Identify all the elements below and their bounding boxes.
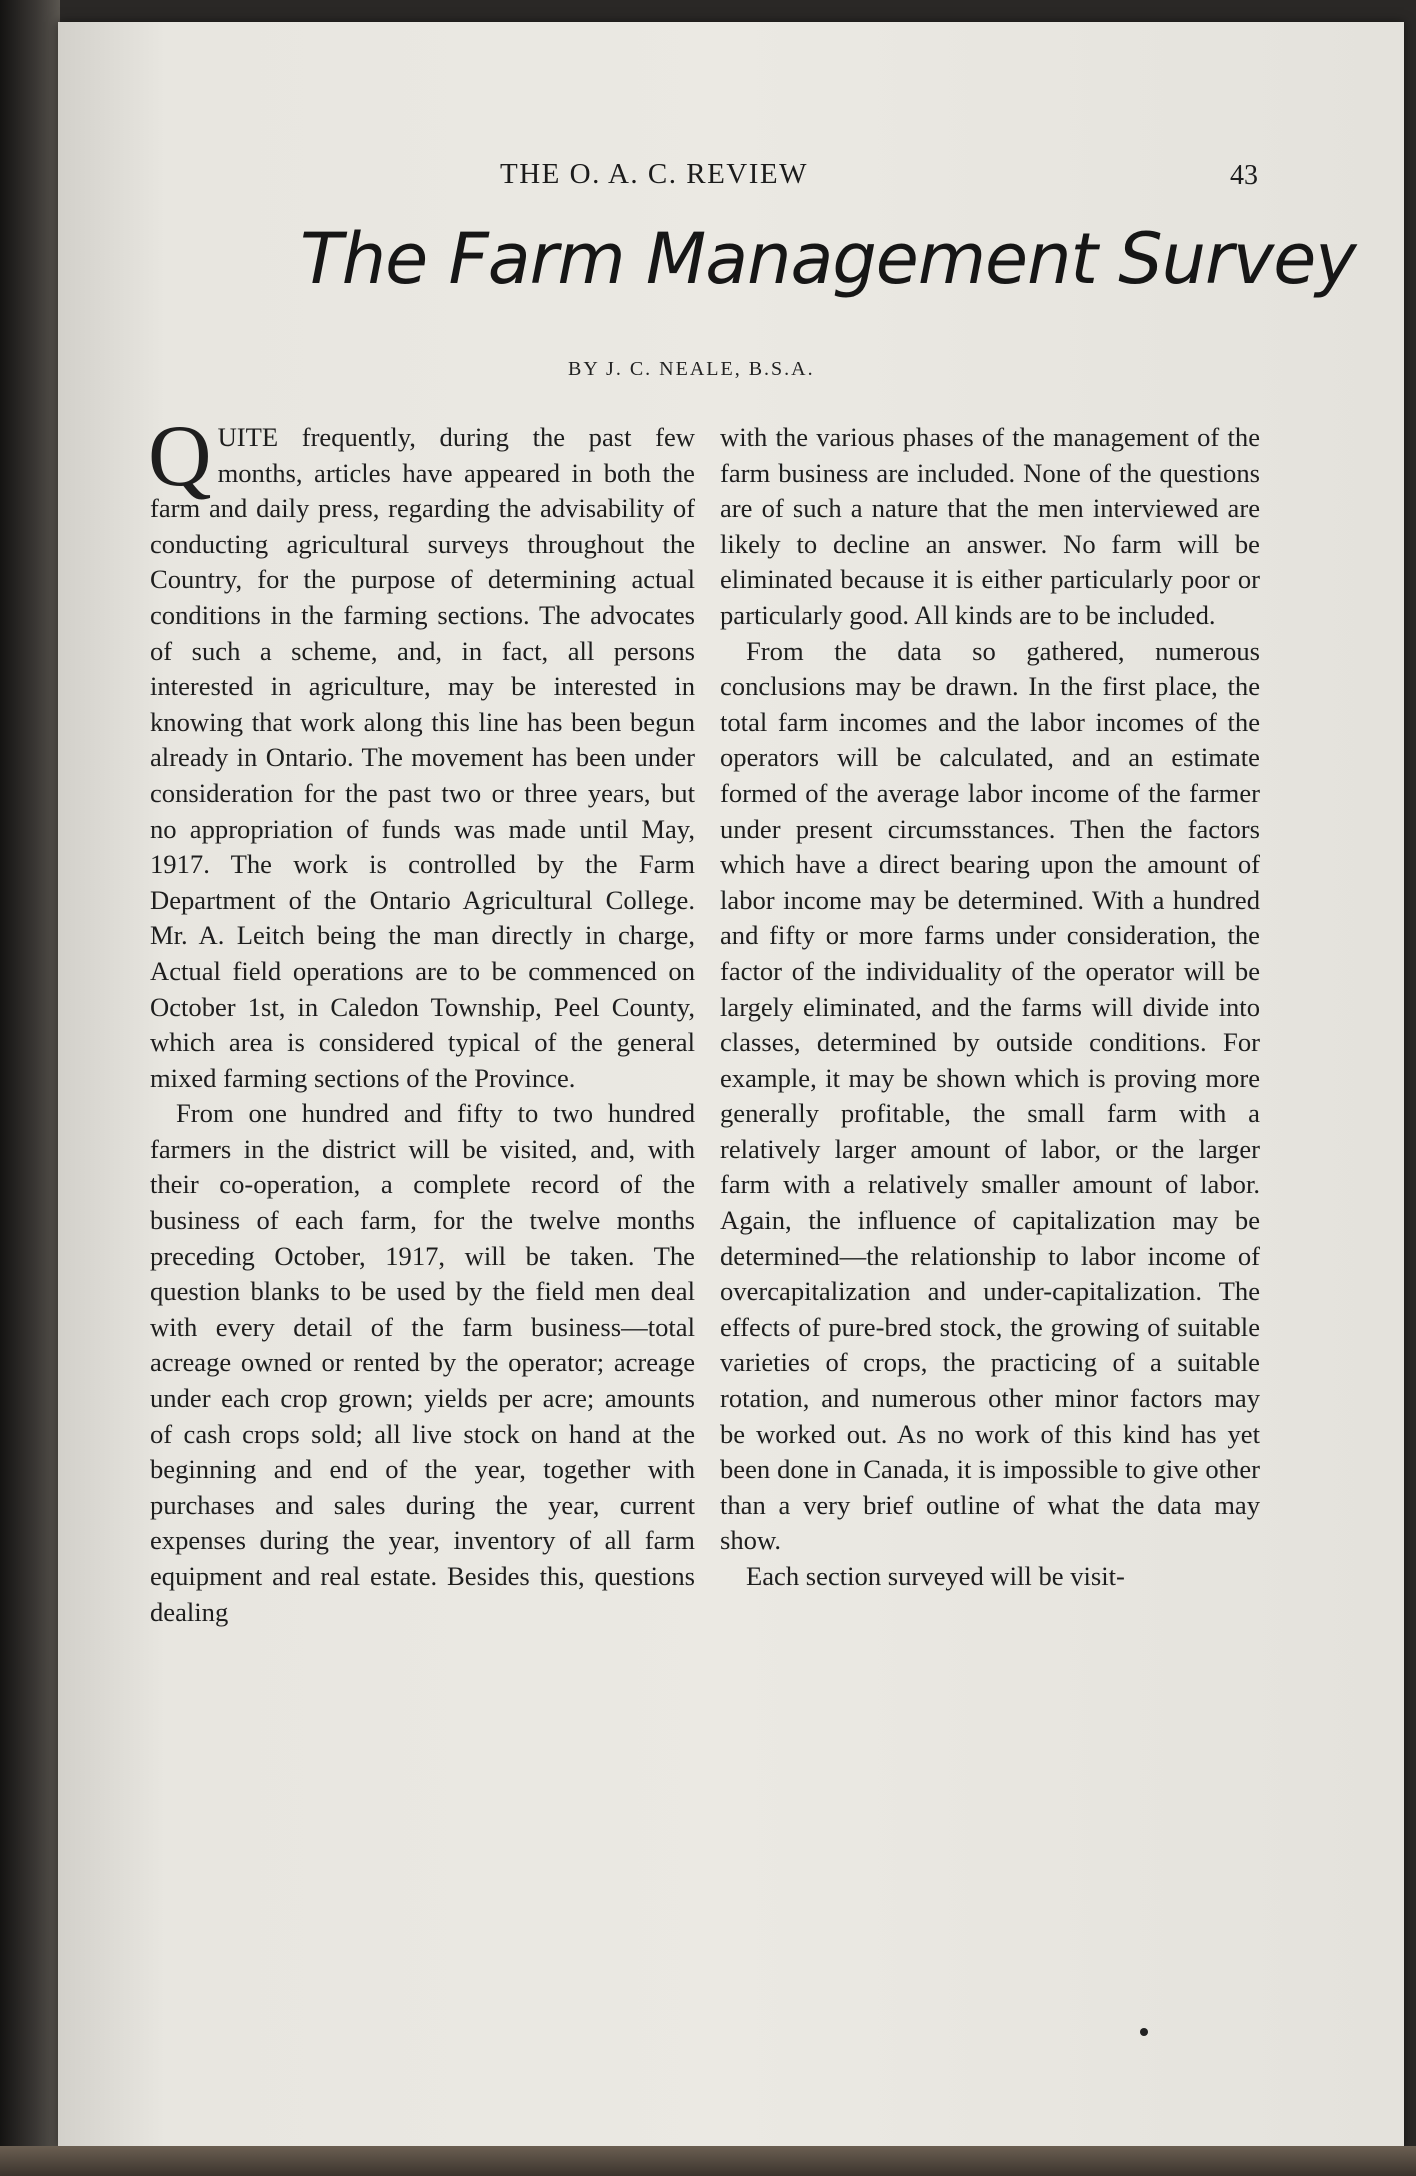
scan-bottom-edge: [0, 2146, 1416, 2176]
paragraph: with the various phases of the management of the farm business are included. None of the questions are of such a nature that the men interviewed are likely to decline an answer. No farm will be eliminated because it is either particularly poor or particularly good. All kinds are to be included.: [720, 422, 1260, 630]
article-title: The Farm Management Survey: [300, 218, 1356, 300]
paragraph: Each section surveyed will be visit-: [746, 1561, 1125, 1591]
paragraph-text: UITE frequently, during the past few months, articles have appeared in both the farm and daily press, regarding the advisability of conducting agricultural surveys throughout the Country, for the purpose of determining actual conditions in the farming sections. The advocates of such a scheme, and, in fact, all persons interested in agriculture, may be interested in knowing that work along this line has been begun already in Ontario. The movement has been under consideration for the past two or three years, but no appropriation of funds was made until May, 1917. The work is controlled by the Farm Department of the Ontario Agricultural College. Mr. A. Leitch being the man directly in charge, Actual field operations are to be commenced on October 1st, in Caledon Township, Peel County, which area is considered typical of the general mixed farming sections of the Province.: [150, 422, 695, 1093]
paragraph: From one hundred and fifty to two hundred farmers in the district will be visited, and, with their co-operation, a complete record of the business of each farm, for the twelve months preceding October, 1917, will be taken. The question blanks to be used by the field men deal with every detail of the farm business—total acreage owned or rented by the operator; acreage under each crop grown; yields per acre; amounts of cash crops sold; all live stock on hand at the beginning and end of the year, together with purchases and sales during the year, current expenses during the year, inventory of all farm equipment and real estate. Besides this, questions dealing: [150, 1098, 695, 1627]
drop-cap: Q: [148, 408, 212, 505]
right-text-column: [720, 420, 1260, 1595]
left-text-column: [148, 408, 695, 1630]
scan-binding-edge: [0, 0, 60, 2176]
page-mark-dot: [1140, 2028, 1148, 2036]
article-byline: BY J. C. NEALE, B.S.A.: [568, 358, 815, 380]
page-number: 43: [1230, 160, 1258, 191]
journal-header-title: THE O. A. C. REVIEW: [500, 158, 808, 190]
paragraph: [148, 408, 695, 1096]
paragraph: From the data so gathered, numerous conclusions may be drawn. In the first place, the total farm incomes and the labor incomes of the operators will be calculated, and an estimate formed of the average labor income of the farmer under present circumsstances. Then the factors which have a direct bearing upon the amount of labor income may be determined. With a hundred and fifty or more farms under consideration, the factor of the individuality of the operator will be largely eliminated, and the farms will divide into classes, determined by outside conditions. For example, it may be shown which is proving more generally profitable, the small farm with a relatively larger amount of labor, or the larger farm with a relatively smaller amount of labor. Again, the influence of capitalization may be determined—the relationship to labor income of overcapitalization and under-capitalization. The effects of pure-bred stock, the growing of suitable varieties of crops, the practicing of a suitable rotation, and numerous other minor factors may be worked out. As no work of this kind has yet been done in Canada, it is impossible to give other than a very brief outline of what the data may show.: [720, 635, 1260, 1556]
